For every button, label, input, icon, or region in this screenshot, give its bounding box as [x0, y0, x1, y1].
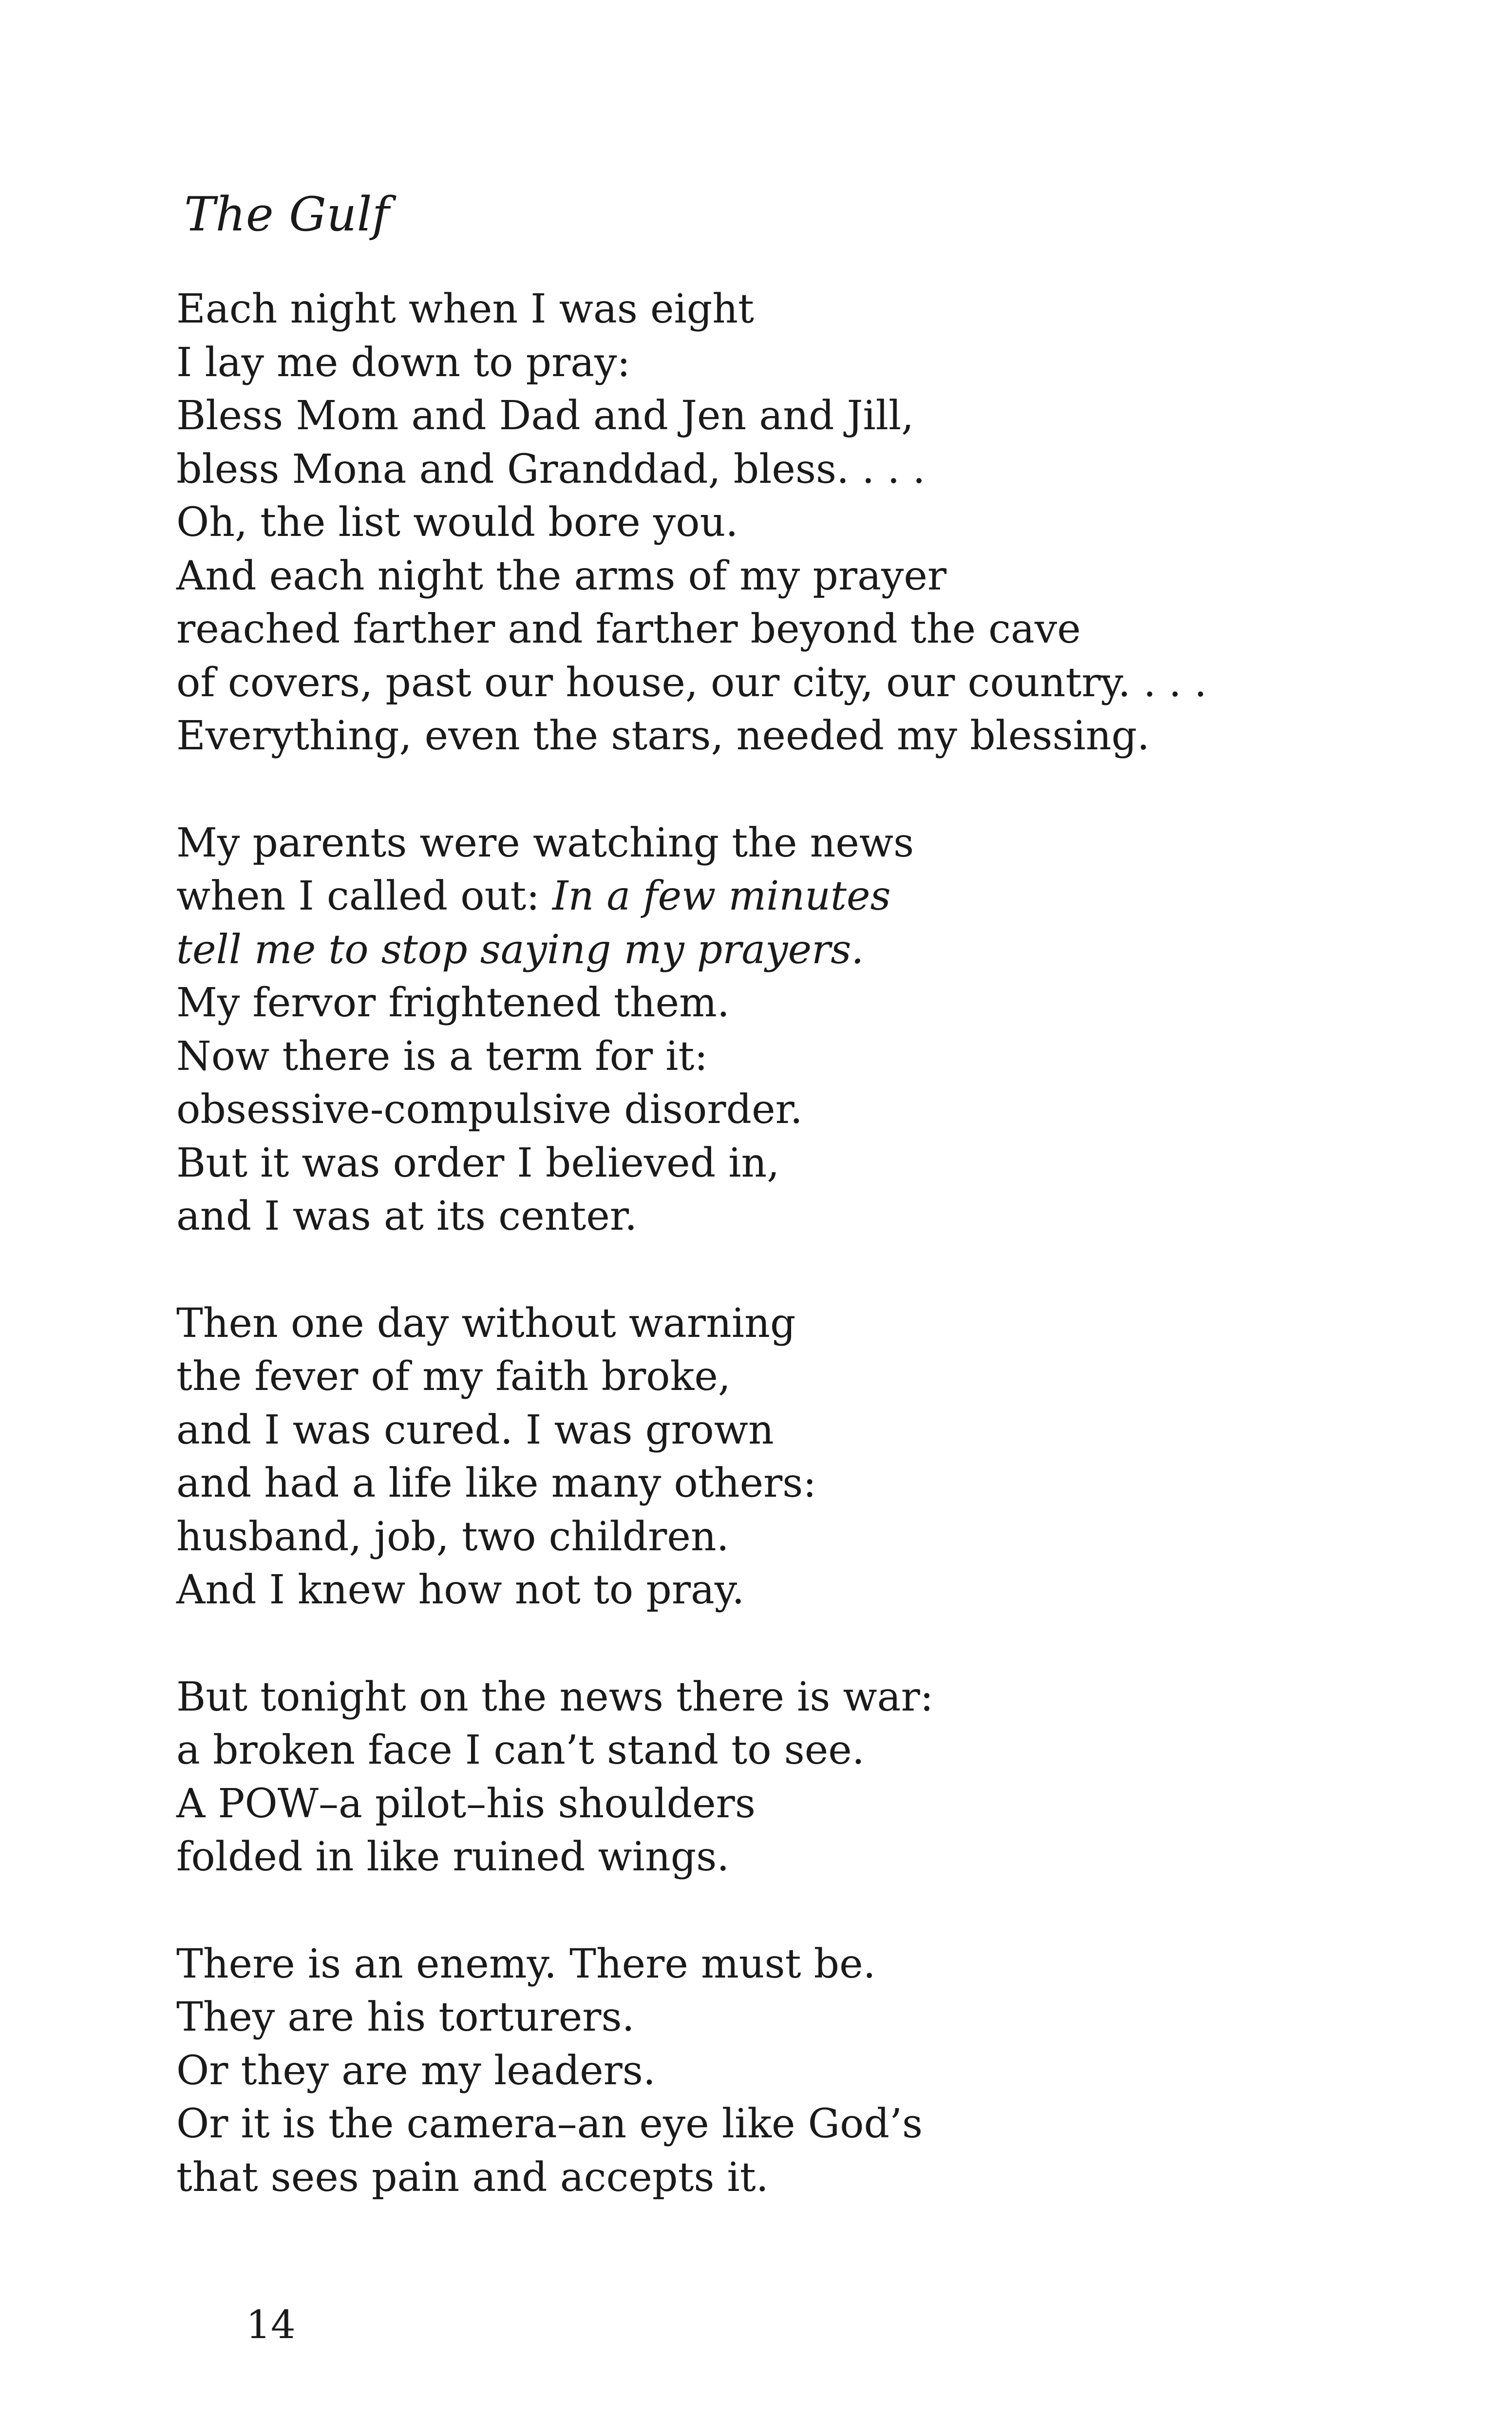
- poem-body: [176, 283, 1443, 2258]
- stanza-5: [176, 1938, 1443, 2205]
- poem-line-mixed: [176, 870, 1443, 923]
- poem-line: the fever of my faith broke,: [176, 1353, 731, 1400]
- poem-line: I lay me down to pray:: [176, 339, 631, 386]
- poem-line: that sees pain and accepts it.: [176, 2154, 769, 2201]
- poem-italic-line: tell me to stop saying my prayers.: [176, 926, 864, 973]
- page-number: 14: [246, 2302, 296, 2347]
- poem-line: Then one day without warning: [176, 1300, 796, 1347]
- poem-line: But it was order I believed in,: [176, 1140, 780, 1186]
- poem-line: obsessive-compulsive disorder.: [176, 1086, 803, 1133]
- poem-line-italic: [176, 923, 1443, 977]
- stanza-4: [176, 1671, 1443, 1884]
- stanza-1: [176, 283, 1443, 763]
- poem-line: Each night when I was eight: [176, 286, 754, 332]
- poem-line: folded in like ruined wings.: [176, 1834, 730, 1880]
- poem-line: But tonight on the news there is war:: [176, 1674, 934, 1720]
- poem-line: bless Mona and Granddad, bless. . . .: [176, 446, 926, 493]
- poem-line: And each night the arms of my prayer: [176, 552, 947, 599]
- poem-line: Or it is the camera–an eye like God’s: [176, 2101, 923, 2147]
- poem-line: and I was cured. I was grown: [176, 1407, 774, 1453]
- poem-line: My fervor frightened them.: [176, 980, 730, 1026]
- poem-line: and I was at its center.: [176, 1193, 638, 1239]
- poem-italic-fragment: In a few minutes: [552, 873, 891, 919]
- poem-line: of covers, past our house, our city, our country. . . .: [176, 659, 1207, 706]
- poem-line-text: when I called out:: [176, 873, 553, 919]
- poem-line: a broken face I can’t stand to see.: [176, 1727, 865, 1773]
- stanza-2: [176, 817, 1443, 1243]
- poem-line: Bless Mom and Dad and Jen and Jill,: [176, 393, 914, 439]
- poem-line: A POW–a pilot–his shoulders: [176, 1780, 756, 1827]
- poem-line: Everything, even the stars, needed my blessing.: [176, 713, 1150, 759]
- poem-line: Oh, the list would bore you.: [176, 499, 738, 546]
- poem-title: The Gulf: [184, 187, 390, 242]
- stanza-3: [176, 1297, 1443, 1617]
- poem-line: Now there is a term for it:: [176, 1033, 708, 1080]
- poem-line: reached farther and farther beyond the cave: [176, 606, 1081, 652]
- poem-line: My parents were watching the news: [176, 819, 914, 866]
- poem-line: They are his torturers.: [176, 1994, 635, 2040]
- poem-line: And I knew how not to pray.: [176, 1567, 745, 1613]
- poem-line: husband, job, two children.: [176, 1513, 729, 1560]
- poem-line: There is an enemy. There must be.: [176, 1941, 876, 1987]
- poem-line: and had a life like many others:: [176, 1460, 817, 1506]
- poem-line: Or they are my leaders.: [176, 2047, 656, 2094]
